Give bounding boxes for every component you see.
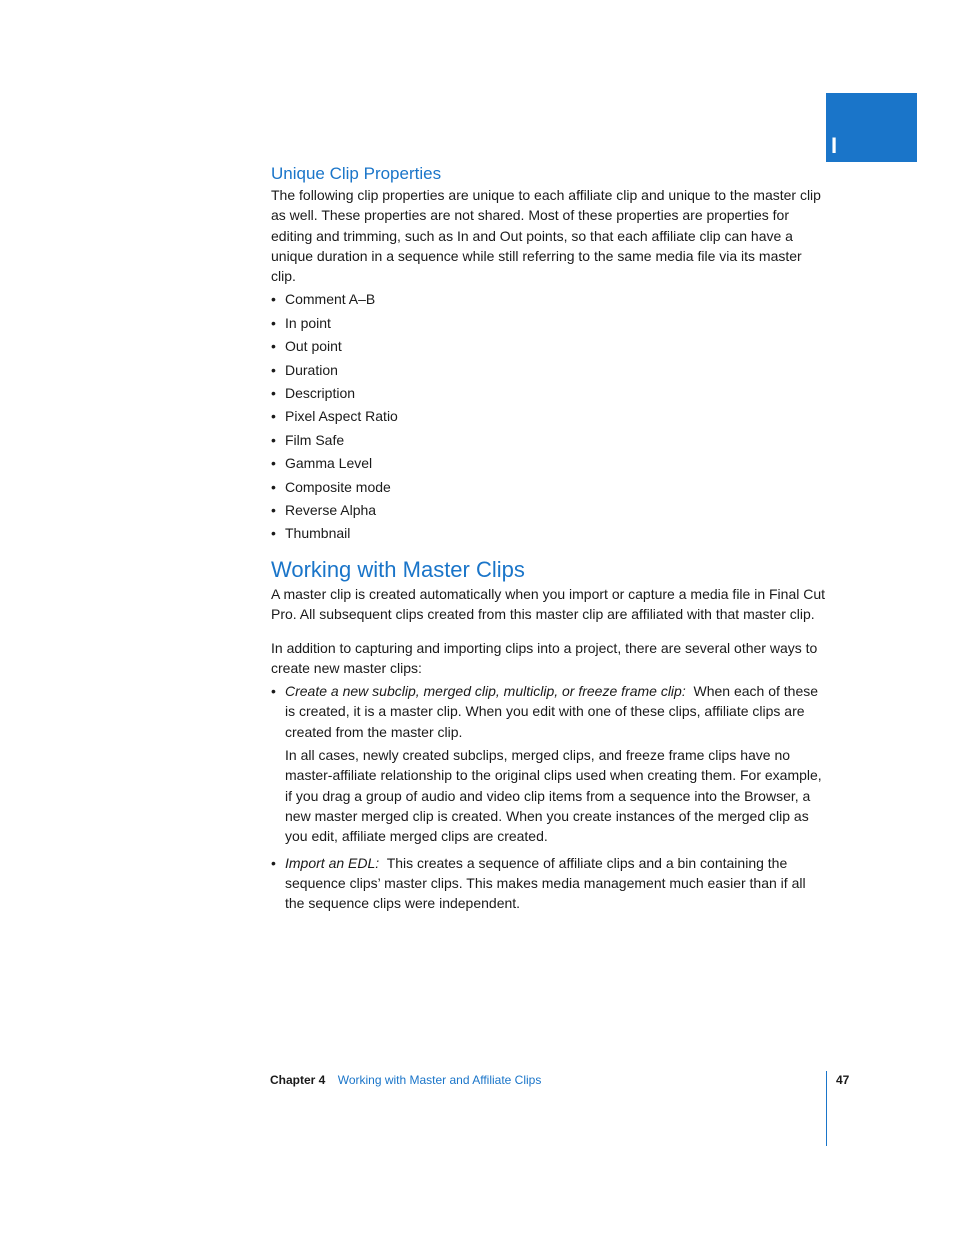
list-item: • Composite mode [271,477,826,500]
chapter-tab-letter: I [831,133,838,158]
list-item: • Reverse Alpha [271,500,826,523]
chapter-tab [826,93,917,162]
page-title: Working with Master Clips [271,557,525,582]
list-item [271,853,826,914]
footer-divider [826,1071,827,1146]
footer-chapter-title: Working with Master and Affiliate Clips [337,1073,542,1087]
section-working-with-master-clips [271,556,826,913]
list-item: • Duration [271,360,826,383]
list-item-text: This creates a sequence of affiliate clips and a bin containing the sequence clips’ master clips. This makes media management much easier than if all the sequence clips were independent. [285,854,806,912]
method-list [271,681,826,913]
list-item: • Thumbnail [271,523,826,546]
list-item: • Gamma Level [271,453,826,476]
list-item-text: When each of these is created, it is a master clip. When you edit with one of these clips, affiliate clips are created from the master clip. [285,683,819,740]
paragraph: A master clip is created automatically when you import or capture a media file in Final Cut Pro. All subsequent clips created from this master clip are affiliated with that master clip. [271,586,826,623]
bullet-icon: • [271,854,276,871]
page-number: 47 [836,1073,850,1087]
section-unique-clip-properties [271,163,826,547]
list-item-term: Import an EDL: [285,854,380,871]
list-item-term: Create a new subclip, merged clip, multiclip, or freeze frame clip: [285,683,686,700]
list-item: • Out point [271,336,826,359]
list-item: • Pixel Aspect Ratio [271,406,826,429]
section-intro: The following clip properties are unique to each affiliate clip and unique to the master clip as well. These properties are not shared. Most of these properties are properties for editing and trimming, such as In and Out points, so that each affiliate clip can have a unique duration in a sequence while still referring to the same media file via its master clip. [271,187,821,285]
bullet-icon: • [271,683,276,700]
list-item [271,681,826,846]
footer-chapter-label: Chapter 4 [270,1073,326,1087]
list-item: • In point [271,313,826,336]
page-footer [270,1072,541,1088]
section-heading: Unique Clip Properties [271,164,442,183]
list-item: • Description [271,383,826,406]
list-item: • Comment A–B [271,289,826,312]
list-item: • Film Safe [271,430,826,453]
property-list [271,289,826,546]
list-item-subparagraph: In all cases, newly created subclips, merged clips, and freeze frame clips have no master-affiliate relationship to the original clips used when creating them. For example, if you drag a group of audio and video clip items from a sequence into the Browser, a new master merged clip is created. When you create instances of the merged clip as you edit, affiliate merged clips are created. [285,747,822,845]
paragraph: In addition to capturing and importing clips into a project, there are several other ways to create new master clips: [271,639,818,676]
